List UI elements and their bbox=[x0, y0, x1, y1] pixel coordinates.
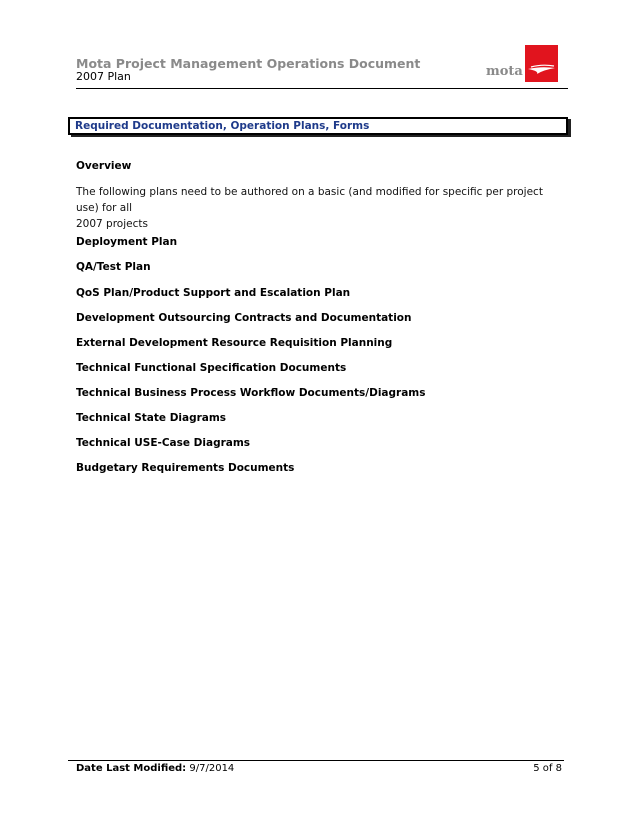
document-subtitle: 2007 Plan bbox=[76, 70, 131, 83]
document-item: Deployment Plan bbox=[76, 236, 178, 248]
document-item: QoS Plan/Product Support and Escalation Plan bbox=[76, 287, 351, 299]
section-heading: Required Documentation, Operation Plans, Forms bbox=[75, 120, 370, 132]
document-item: External Development Resource Requisition Planning bbox=[76, 337, 393, 349]
document-item: Development Outsourcing Contracts and Documentation bbox=[76, 312, 412, 324]
document-title: Mota Project Management Operations Document bbox=[76, 56, 421, 71]
overview-paragraph-line: The following plans need to be authored on a basic (and modified for specific per project use) for all bbox=[76, 186, 543, 214]
header-divider bbox=[76, 88, 568, 89]
overview-paragraph bbox=[76, 184, 556, 232]
document-item: Technical Functional Specification Documents bbox=[76, 362, 347, 374]
footer-date bbox=[76, 763, 234, 774]
document-item: Technical State Diagrams bbox=[76, 412, 227, 424]
footer-divider bbox=[68, 760, 564, 761]
section-heading-bar bbox=[68, 117, 568, 135]
logo-text: mota bbox=[486, 64, 523, 79]
document-item: Budgetary Requirements Documents bbox=[76, 462, 295, 474]
date-label: Date Last Modified: bbox=[76, 763, 187, 774]
logo-red-block bbox=[525, 45, 558, 82]
date-value: 9/7/2014 bbox=[189, 763, 235, 774]
document-item: Technical USE-Case Diagrams bbox=[76, 437, 251, 449]
document-item: Technical Business Process Workflow Documents/Diagrams bbox=[76, 387, 426, 399]
document-item: QA/Test Plan bbox=[76, 261, 151, 273]
page-number: 5 of 8 bbox=[533, 763, 562, 774]
overview-paragraph-line: 2007 projects bbox=[76, 218, 148, 230]
overview-heading: Overview bbox=[76, 160, 132, 172]
logo-swoosh-icon bbox=[525, 45, 558, 82]
mota-logo bbox=[486, 45, 558, 83]
